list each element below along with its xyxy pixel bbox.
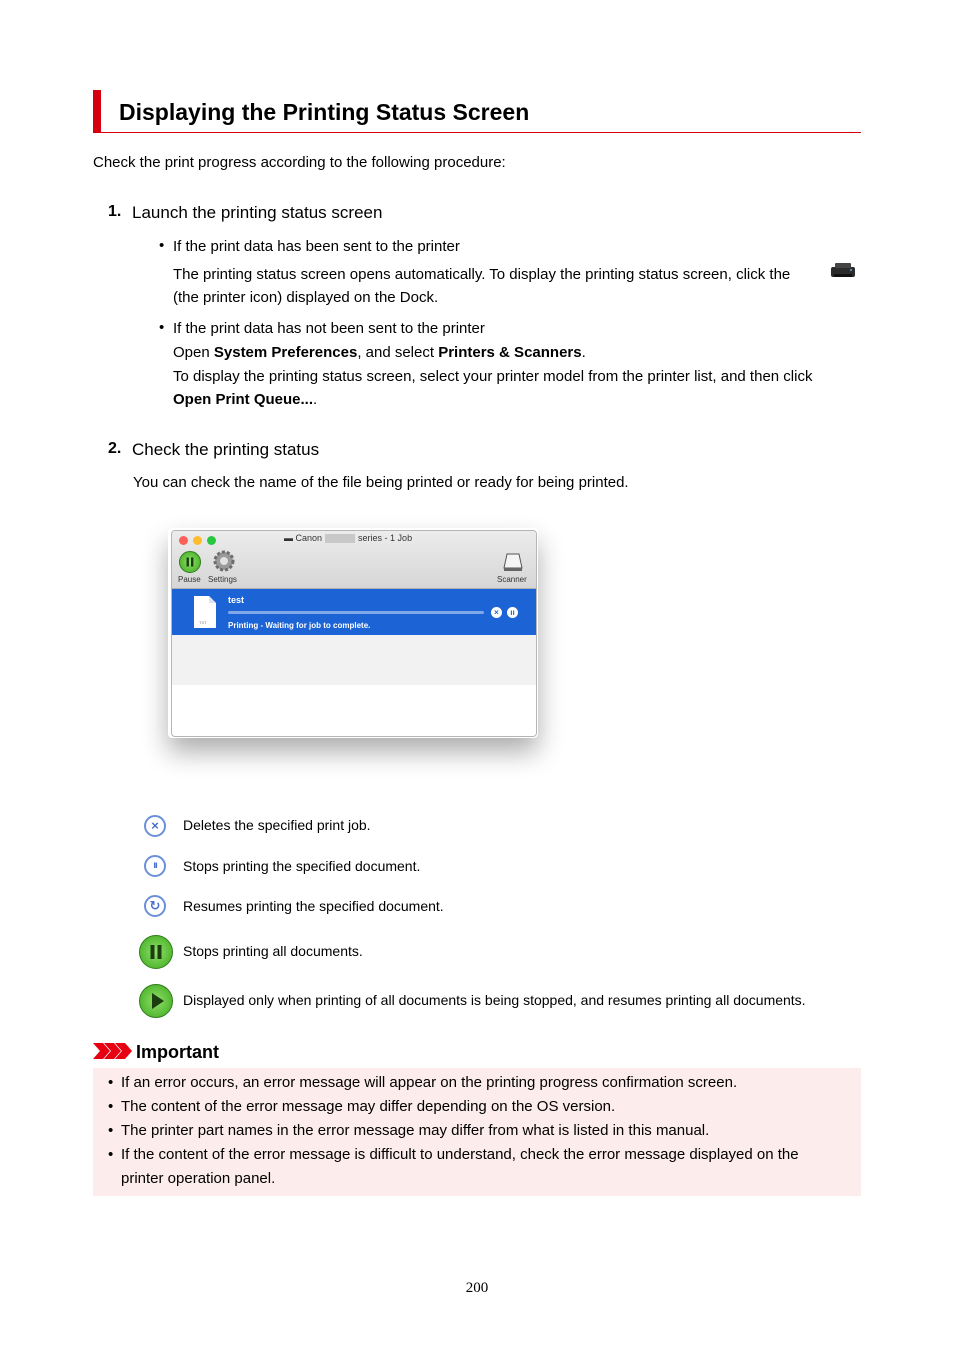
step-2-label: Check the printing status [132, 440, 320, 459]
bullet-2-heading: If the print data has not been sent to the printer [173, 320, 485, 337]
minimize-window-button[interactable] [193, 536, 202, 545]
delete-icon: × [144, 815, 166, 837]
intro-text: Check the print progress according to the following procedure: [93, 154, 506, 171]
bullet-2-line3: Open Print Queue.... [173, 391, 318, 408]
file-type-tag: TXT [199, 620, 207, 625]
pause-label: Pause [178, 575, 201, 584]
window-toolbar [172, 531, 536, 589]
play-glyph [140, 985, 172, 1017]
important-item-1: If an error occurs, an error message will appear on the printing progress confirmation screen. [121, 1074, 738, 1091]
pause-all-glyph [140, 936, 172, 968]
settings-label: Settings [208, 575, 237, 584]
job-status: Printing - Waiting for job to complete. [228, 621, 371, 630]
step-1-number: 1. [108, 203, 122, 220]
important-item-4: If the content of the error message is difficult to understand, check the error message displayed on the [121, 1146, 799, 1163]
delete-job-button[interactable]: × [491, 607, 502, 618]
printer-small-icon: ▬ [284, 533, 293, 543]
step-1-label: Launch the printing status screen [132, 203, 383, 222]
important-heading: Important [136, 1042, 219, 1062]
legend-text-pause-job: Stops printing the specified document. [183, 858, 421, 874]
legend-text-resume-job: Resumes printing the specified document. [183, 898, 444, 914]
title-accent-bar [93, 90, 101, 133]
pause-all-icon [139, 935, 173, 969]
important-item-2: The content of the error message may differ depending on the OS version. [121, 1098, 616, 1115]
print-job-row[interactable] [172, 589, 536, 635]
job-name: test [228, 595, 245, 605]
bullet-icon: • [108, 1146, 114, 1163]
important-arrows-icon [93, 1043, 133, 1059]
legend-text-pause-all: Stops printing all documents. [183, 943, 363, 959]
bullet-icon: • [108, 1074, 114, 1091]
pause-icon [180, 552, 200, 572]
bullet-icon: • [159, 237, 165, 254]
title-underline [93, 132, 861, 133]
bullet-2-line2: To display the printing status screen, select your printer model from the printer list, and then click [173, 368, 813, 385]
bullet-1-line1: The printing status screen opens automatically. To display the printing status screen, click the [173, 266, 791, 283]
step-2-description: You can check the name of the file being printed or ready for being printed. [133, 474, 629, 491]
job-progress-bar [228, 611, 484, 614]
resume-job-icon: ↻ [144, 895, 166, 917]
bullet-1-line2: (the printer icon) displayed on the Dock. [173, 289, 439, 306]
important-item-3: The printer part names in the error message may differ from what is listed in this manual. [121, 1122, 710, 1139]
pause-job-icon: ıı [144, 855, 166, 877]
zoom-window-button[interactable] [207, 536, 216, 545]
page-number: 200 [465, 1280, 489, 1296]
step-2-number: 2. [108, 440, 122, 457]
pause-printer-button[interactable] [179, 551, 201, 573]
bullet-2-line1: Open System Preferences, and select Printers & Scanners. [173, 344, 586, 361]
bullet-1-heading: If the print data has been sent to the printer [173, 238, 460, 255]
resume-all-icon [139, 984, 173, 1018]
close-window-button[interactable] [179, 536, 188, 545]
pause-job-button[interactable]: ıı [507, 607, 518, 618]
printer-icon [828, 261, 858, 281]
bullet-icon: • [108, 1122, 114, 1139]
gear-icon[interactable] [212, 549, 236, 573]
scanner-icon[interactable] [502, 551, 524, 573]
bullet-icon: • [108, 1098, 114, 1115]
bullet-icon: • [159, 319, 165, 336]
legend-text-resume-all: Displayed only when printing of all documents is being stopped, and resumes printing all documents. [183, 992, 806, 1008]
window-title: ▬ Canon series - 1 Job [284, 533, 413, 543]
scanner-label: Scanner [497, 575, 527, 584]
printing-status-window [171, 530, 537, 737]
redacted-model [325, 534, 355, 543]
important-item-4-cont: printer operation panel. [121, 1170, 276, 1187]
page-title: Displaying the Printing Status Screen [119, 99, 530, 125]
legend-text-delete: Deletes the specified print job. [183, 817, 371, 833]
job-list-empty-area [172, 635, 536, 685]
